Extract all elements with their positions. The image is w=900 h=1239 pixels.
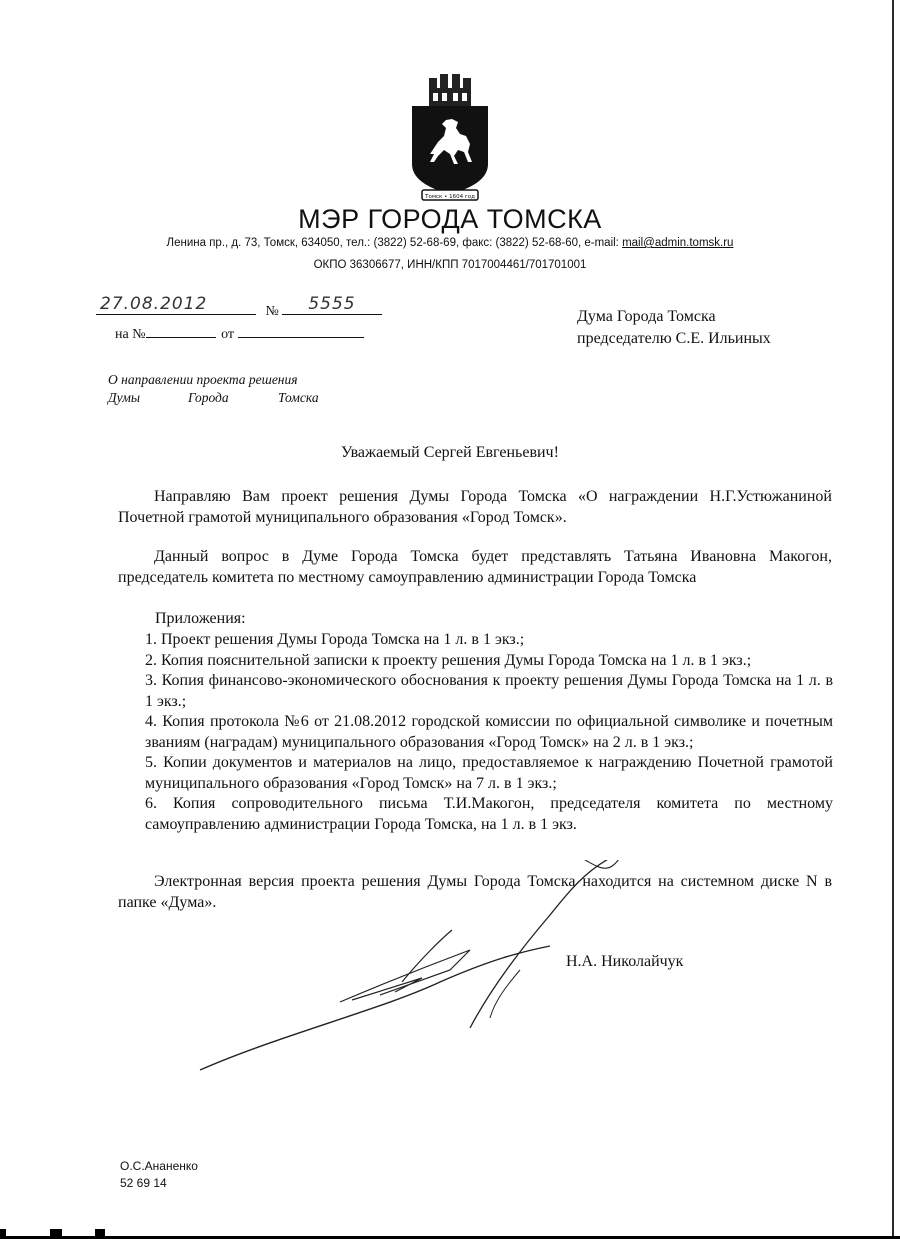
- coat-of-arms-icon: [400, 72, 500, 208]
- attachment-item: 4. Копия протокола №6 от 21.08.2012 городской комиссии по официальной символике и почетным званиям (наградам) муниципального образования «Город Томск» на 2 л. в 1 экз.;: [145, 713, 833, 751]
- number-label: №: [265, 304, 279, 319]
- signature-icon: [190, 860, 650, 1080]
- crest-motto: Томск • 1604 год: [425, 194, 475, 200]
- executor-block: [120, 1158, 198, 1192]
- executor-name: О.С.Ананенко: [120, 1159, 198, 1173]
- attachment-item: 1. Проект решения Думы Города Томска на 1 л. в 1 экз.;: [145, 631, 525, 648]
- subject-word-1: Думы: [108, 390, 141, 405]
- from-label: от: [221, 327, 235, 342]
- reference-line: [115, 323, 364, 343]
- paragraph-2: Данный вопрос в Думе Города Томска будет представлять Татьяна Ивановна Макогон, председатель комитета по местному самоуправлению администрации Города Томска: [118, 548, 832, 586]
- number-field: [282, 294, 382, 315]
- signer-name: Н.А. Николайчук: [566, 953, 684, 970]
- letterhead-title: МЭР ГОРОДА ТОМСКА: [298, 204, 602, 234]
- subject-word-3: Томска: [278, 390, 319, 405]
- handwritten-date: 27.08.2012: [100, 294, 208, 314]
- letterhead-address: [0, 237, 900, 249]
- subject-line-1: О направлении проекта решения: [108, 372, 298, 387]
- subject-line-2: [108, 389, 319, 407]
- ref-label: на №: [115, 327, 146, 342]
- attachment-item: 3. Копия финансово-экономического обоснования к проекту решения Думы Города Томска на 1 л. в 1 экз.;: [145, 672, 833, 710]
- recipient-org: Дума Города Томска: [577, 308, 716, 325]
- paragraph-3: Электронная версия проекта решения Думы Города Томска находится на системном диске N в папке «Дума».: [118, 873, 832, 911]
- recipient-person: председателю С.Е. Ильиных: [577, 330, 771, 347]
- subject-block: [108, 371, 319, 407]
- ref-number-field: [146, 323, 216, 338]
- letterhead-codes: ОКПО 36306677, ИНН/КПП 7017004461/701701001: [313, 259, 587, 271]
- date-field: [96, 294, 256, 315]
- registration-line: [96, 294, 382, 320]
- recipient-block: [577, 306, 771, 350]
- attachment-item: 2. Копия пояснительной записки к проекту решения Думы Города Томска на 1 л. в 1 экз.;: [145, 651, 752, 669]
- executor-phone: 52 69 14: [120, 1176, 167, 1190]
- subject-word-2: Города: [188, 390, 229, 405]
- attachment-item: 5. Копии документов и материалов на лицо, предоставляемое к награждению Почетной грамотой муниципального образования «Город Томск» на 7 л. в 1 экз.;: [145, 754, 833, 792]
- attachment-item: 6. Копия сопроводительного письма Т.И.Макогон, председателя комитета по местному самоуправлению администрации Города Томска, на 1 л. в 1 экз.: [145, 795, 833, 833]
- handwritten-number: 5555: [308, 294, 356, 314]
- greeting: Уважаемый Сергей Евгеньевич!: [341, 444, 559, 461]
- email-link[interactable]: mail@admin.tomsk.ru: [622, 237, 734, 249]
- scan-edge: [892, 0, 894, 1239]
- ref-date-field: [238, 323, 364, 338]
- attachments-title: Приложения:: [155, 610, 246, 627]
- attachments-list: [145, 630, 833, 835]
- paragraph-1: Направляю Вам проект решения Думы Города Томска «О награждении Н.Г.Устюжаниной Почетной грамотой муниципального образования «Город Томск».: [118, 488, 832, 526]
- address-text: Ленина пр., д. 73, Томск, 634050, тел.: (3822) 52-68-69, факс: (3822) 52-68-60, e-mail:: [166, 237, 623, 249]
